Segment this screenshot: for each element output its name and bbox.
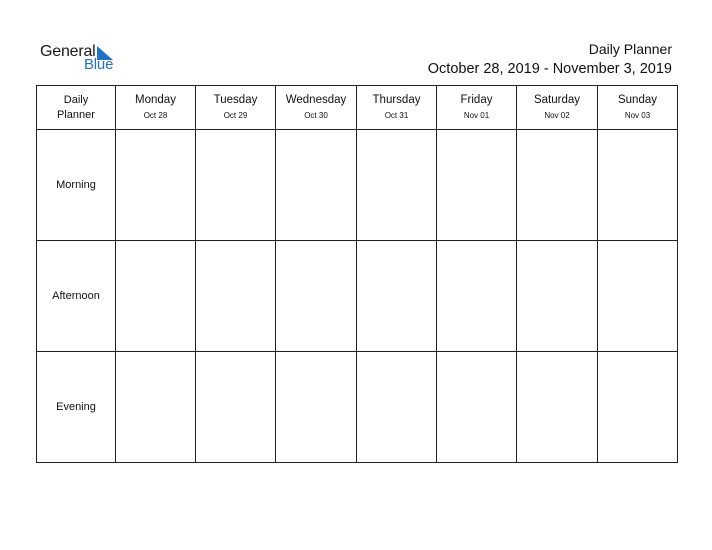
day-name: Saturday xyxy=(533,94,581,106)
planner-cell[interactable] xyxy=(276,352,357,463)
planner-cell[interactable] xyxy=(276,241,357,352)
day-header-friday xyxy=(437,86,517,130)
planner-cell[interactable] xyxy=(517,352,598,463)
planner-cell[interactable] xyxy=(437,241,517,352)
planner-table xyxy=(36,85,678,463)
day-date: Nov 03 xyxy=(624,111,651,120)
planner-cell[interactable] xyxy=(598,130,678,241)
slot-label-morning: Morning xyxy=(37,130,116,241)
day-header-sunday xyxy=(598,86,678,130)
day-name: Monday xyxy=(135,94,176,106)
day-date: Nov 01 xyxy=(463,111,490,120)
planner-cell[interactable] xyxy=(196,352,276,463)
corner-label-line1: Daily xyxy=(63,93,89,106)
planner-cell[interactable] xyxy=(357,241,437,352)
planner-cell[interactable] xyxy=(196,241,276,352)
day-date: Nov 02 xyxy=(544,111,570,120)
day-header-monday xyxy=(116,86,196,130)
generalblue-logo xyxy=(40,43,120,75)
day-date: Oct 30 xyxy=(304,111,328,120)
day-header-wednesday xyxy=(276,86,357,130)
header-row xyxy=(37,86,678,130)
day-header-tuesday xyxy=(196,86,276,130)
slot-label-afternoon: Afternoon xyxy=(37,241,116,352)
slot-row-afternoon xyxy=(37,241,678,352)
slot-row-evening xyxy=(37,352,678,463)
planner-cell[interactable] xyxy=(116,241,196,352)
day-header-saturday xyxy=(517,86,598,130)
planner-cell[interactable] xyxy=(437,130,517,241)
planner-cell[interactable] xyxy=(598,352,678,463)
planner-cell[interactable] xyxy=(116,352,196,463)
planner-cell[interactable] xyxy=(357,130,437,241)
planner-cell[interactable] xyxy=(517,130,598,241)
day-date: Oct 28 xyxy=(143,111,168,120)
planner-cell[interactable] xyxy=(437,352,517,463)
planner-cell[interactable] xyxy=(357,352,437,463)
corner-label-line2: Planner xyxy=(57,108,95,121)
planner-cell[interactable] xyxy=(276,130,357,241)
day-date: Oct 31 xyxy=(384,111,409,120)
document-title: Daily Planner xyxy=(588,41,672,57)
day-name: Wednesday xyxy=(285,94,347,106)
planner-cell[interactable] xyxy=(598,241,678,352)
planner-cell[interactable] xyxy=(196,130,276,241)
slot-label-evening: Evening xyxy=(37,352,116,463)
day-name: Tuesday xyxy=(213,94,258,106)
day-name: Friday xyxy=(460,94,493,106)
date-range: October 28, 2019 - November 3, 2019 xyxy=(427,61,672,77)
day-name: Sunday xyxy=(617,94,657,106)
day-header-thursday xyxy=(357,86,437,130)
day-date: Oct 29 xyxy=(223,111,248,120)
logo-text-blue: Blue xyxy=(84,56,114,73)
planner-cell[interactable] xyxy=(116,130,196,241)
slot-row-morning xyxy=(37,130,678,241)
planner-cell[interactable] xyxy=(517,241,598,352)
day-name: Thursday xyxy=(372,94,421,106)
corner-cell xyxy=(37,86,116,130)
logo-text-general: General xyxy=(40,43,96,60)
